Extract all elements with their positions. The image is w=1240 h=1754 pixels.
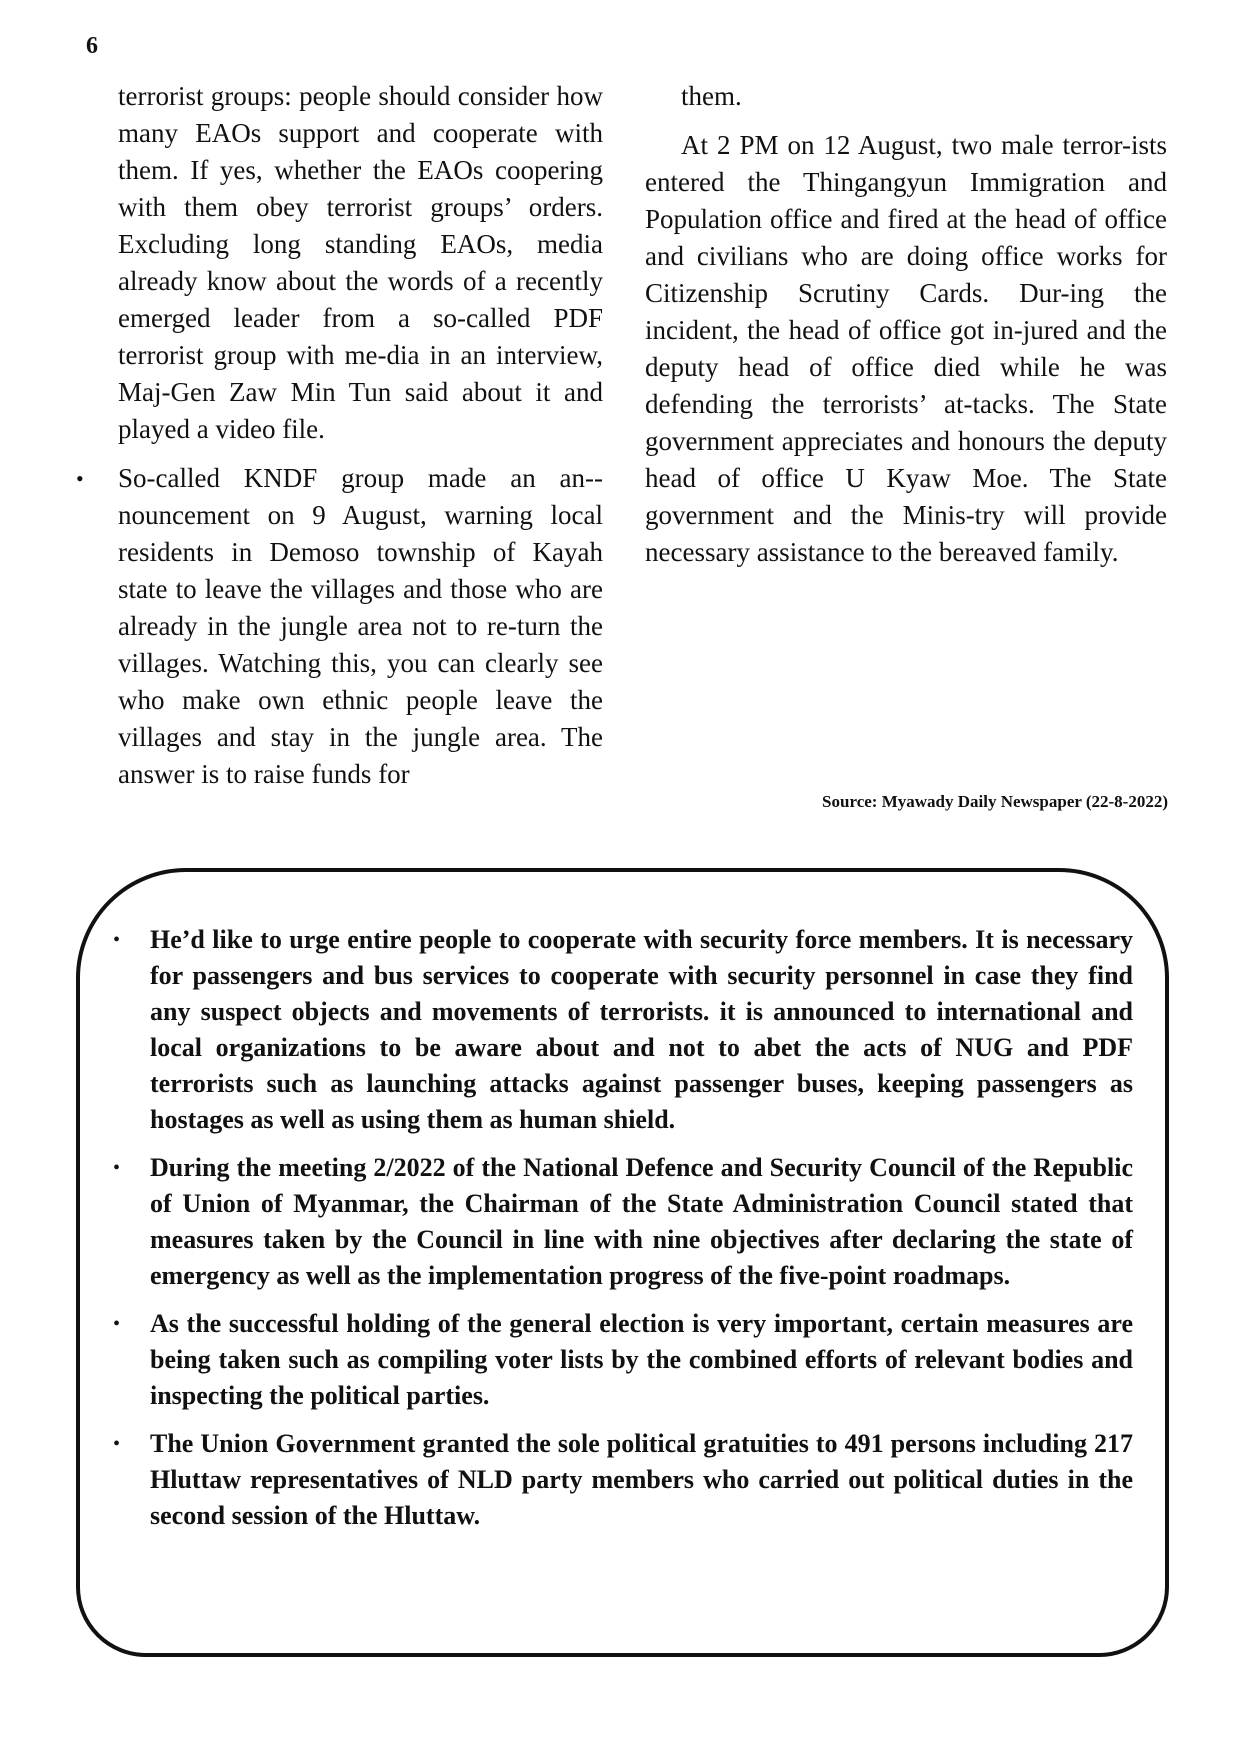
left-column xyxy=(76,78,603,805)
box-item-3 xyxy=(113,1306,1133,1414)
page-number: 6 xyxy=(86,33,98,59)
left-paragraph-2: So-called KNDF group made an an-nouncement on 9 August, warning local residents in Demoso township of Kayah state to leave the villages and those who are already in the jungle area not to re-turn the villages. Watching this, you can clearly see who make own ethnic people leave the villages and stay in the jungle area. The answer is to raise funds for xyxy=(118,463,603,789)
right-column xyxy=(645,78,1167,583)
box-item-text: During the meeting 2/2022 of the National Defence and Security Council of the Republic of Union of Myanmar, the Chairman of the State Administration Council stated that measures taken by the Council in line with nine objectives after declaring the state of emergency as well as the implementation progress of the five-point roadmaps. xyxy=(150,1153,1133,1290)
bullet-icon: • xyxy=(113,1313,121,1335)
source-citation: Source: Myawady Daily Newspaper (22-8-2022) xyxy=(822,792,1168,811)
highlight-box-list xyxy=(113,922,1133,1546)
box-item-1 xyxy=(113,922,1133,1138)
bullet-icon: • xyxy=(76,466,84,491)
left-paragraph-1: terrorist groups: people should consider how many EAOs support and cooperate with them. If yes, whether the EAOs coopering with them obey terrorist groups’ orders. Excluding long standing EAOs, media already know about the words of a recently emerged leader from a so-called PDF terrorist group with me-dia in an interview, Maj-Gen Zaw Min Tun said about it and played a video file. xyxy=(118,81,603,444)
box-item-text: As the successful holding of the general election is very important, certain measures are being taken such as compiling voter lists by the combined efforts of relevant bodies and inspecting the political parties. xyxy=(150,1309,1133,1410)
box-item-4 xyxy=(113,1426,1133,1534)
right-paragraph-2: At 2 PM on 12 August, two male terror-ists entered the Thingangyun Immigration and Population office and fired at the head of office and civilians who are doing office works for Citizenship Scrutiny Cards. Dur-ing the incident, the head of office got in-jured and the deputy head of office died while he was defending the terrorists’ at-tacks. The State government appreciates and honours the deputy head of office U Kyaw Moe. The State government and the Minis-try will provide necessary assistance to the bereaved family. xyxy=(645,130,1167,567)
bullet-icon: • xyxy=(113,1433,121,1455)
box-item-text: He’d like to urge entire people to cooperate with security force members. It is necessary for passengers and bus services to cooperate with security personnel in case they find any suspect objects and movements of terrorists. it is announced to international and local organizations to be aware about and not to abet the acts of NUG and PDF terrorists such as launching attacks against passenger buses, keeping passengers as hostages as well as using them as human shield. xyxy=(150,925,1133,1134)
box-item-text: The Union Government granted the sole political gratuities to 491 persons including 217 Hluttaw representatives of NLD party members who carried out political duties in the second session of the Hluttaw. xyxy=(150,1429,1133,1530)
left-bullet-paragraph xyxy=(76,460,603,793)
bullet-icon: • xyxy=(113,1157,121,1179)
right-paragraph-1: them. xyxy=(681,81,742,111)
bullet-icon: • xyxy=(113,929,121,951)
box-item-2 xyxy=(113,1150,1133,1294)
